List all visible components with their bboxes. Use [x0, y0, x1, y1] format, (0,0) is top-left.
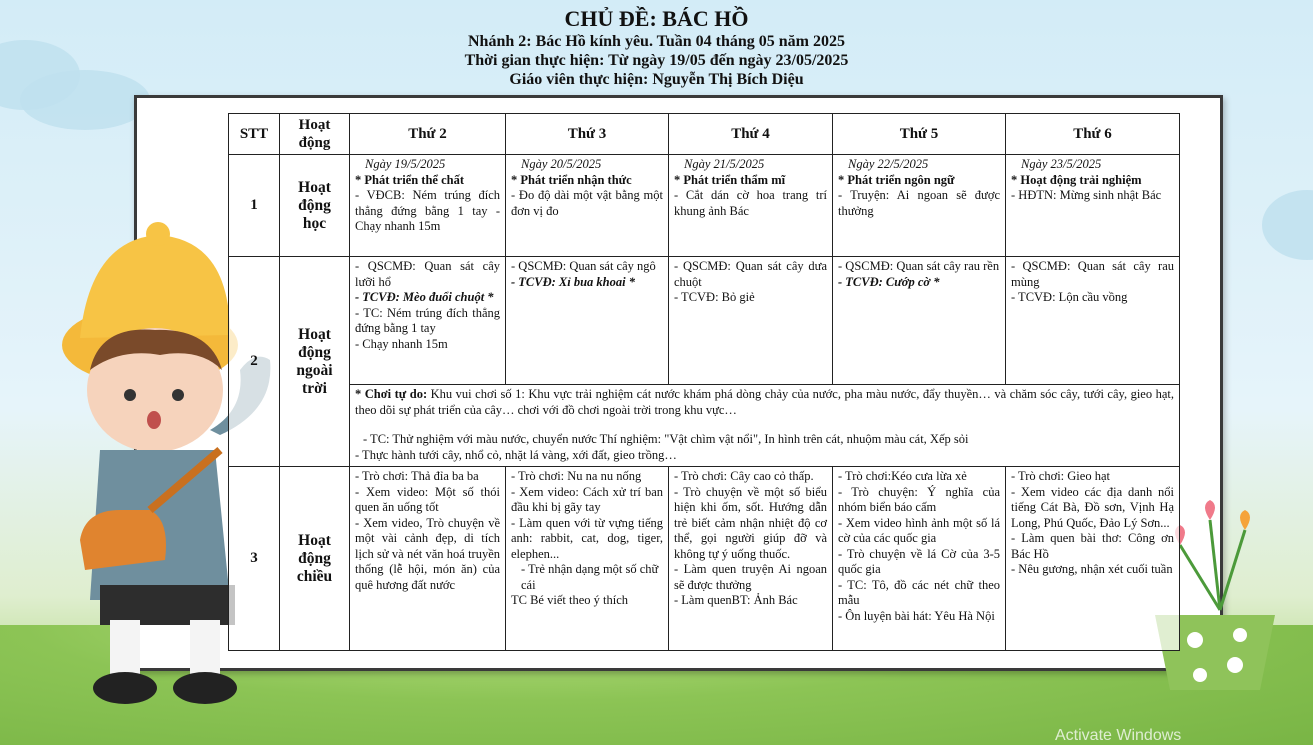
outdoor-game: - TCVĐ: Xỉ bua khoai *: [511, 274, 635, 289]
afternoon-item: - Ôn luyện bài hát: Yêu Hà Nội: [838, 608, 995, 623]
afternoon-item: - Làm quen truyện Ai ngoan sẽ được thưởng: [674, 562, 827, 592]
outdoor-game: - TCVĐ: Lộn cầu vồng: [1011, 290, 1128, 304]
cell-thursday: [833, 467, 1006, 651]
cell-friday: [1006, 467, 1180, 651]
time-line: Thời gian thực hiện: Từ ngày 19/05 đến ngày 23/05/2025: [464, 52, 849, 69]
outdoor-tc: - TC: Ném trúng đích thẳng đứng bằng 1 tay: [355, 305, 500, 335]
free-play-tc: - TC: Thử nghiệm với màu nước, chuyển nước Thí nghiệm: "Vật chìm vật nổi", In hình trên cát, nhuộm màu cát, Xếp sỏi: [363, 432, 969, 446]
afternoon-item: - Trò chơi: Nu na nu nống: [511, 469, 642, 483]
lesson-date: Ngày 20/5/2025: [521, 157, 602, 171]
lesson-content: - Đo độ dài một vật bằng một đơn vị đo: [511, 188, 663, 218]
cell-wednesday: [669, 257, 833, 385]
outdoor-game: - TCVĐ: Cướp cờ *: [838, 274, 940, 289]
lesson-subject: * Hoạt động trải nghiệm: [1011, 172, 1142, 187]
free-play-intro: [355, 387, 1174, 418]
outdoor-game: - TCVĐ: Bỏ giẻ: [674, 290, 755, 304]
header-stt: STT: [229, 114, 280, 155]
cell-free-play: [350, 385, 1180, 467]
afternoon-item: - Trò chơi: Gieo hạt: [1011, 469, 1110, 483]
afternoon-item: - Xem video: Một số thói quen ăn uống tốt: [355, 484, 500, 514]
afternoon-item: - Trò chuyện về một số biểu hiện khi ốm, sốt. Hướng dẫn trẻ biết cảm nhận nhiệt độ cơ thể, gọi người giúp đỡ và không tự ý uống thuốc.: [674, 484, 827, 561]
free-play-practice: - Thực hành tưới cây, nhổ cỏ, nhặt lá vàng, xới đất, gieo trồng…: [355, 447, 677, 462]
cell-tuesday: [506, 155, 669, 257]
header-tuesday: Thứ 3: [506, 114, 669, 155]
cell-thursday: [833, 155, 1006, 257]
activity-name: Hoạt động ngoài trời: [280, 257, 350, 467]
cell-tuesday: [506, 257, 669, 385]
afternoon-item: TC Bé viết theo ý thích: [511, 593, 628, 607]
afternoon-item: - Xem video: Cách xử trí ban đầu khi bị gãy tay: [511, 484, 663, 514]
outdoor-game: - TCVĐ: Mèo đuổi chuột *: [355, 290, 494, 304]
header-friday: Thứ 6: [1006, 114, 1180, 155]
afternoon-item: - Trò chơi: Cây cao cỏ thấp.: [674, 469, 814, 483]
afternoon-item: - Trò chơi:Kéo cưa lừa xẻ: [838, 469, 967, 483]
lesson-subject: * Phát triển thẩm mĩ: [674, 172, 786, 187]
lesson-content: - Truyện: Ai ngoan sẽ được thưởng: [838, 188, 1000, 218]
free-play-text: Khu vui chơi số 1: Khu vực trải nghiệm cát nước khám phá dòng chảy của nước, pha màu nước, đẩy thuyền… và chăm sóc cây, tưới cây, gieo hạt, theo dõi sự phát triển của cây… chơi với đồ chơi ngoài trời trong khu vực…: [355, 387, 1174, 417]
table-row: [229, 257, 1180, 385]
page-title: CHỦ ĐỀ: BÁC HỒ: [564, 6, 749, 31]
table-header-row: [229, 114, 1180, 155]
header-activity: Hoạt động: [280, 114, 350, 155]
free-play-label: * Chơi tự do:: [355, 387, 428, 401]
outdoor-run: - Chạy nhanh 15m: [355, 336, 448, 351]
row-number: 1: [229, 155, 280, 257]
outdoor-observe: - QSCMĐ: Quan sát cây lưỡi hổ: [355, 259, 500, 289]
header-wednesday: Thứ 4: [669, 114, 833, 155]
cell-wednesday: [669, 155, 833, 257]
activity-name: Hoạt động học: [280, 155, 350, 257]
lesson-date: Ngày 23/5/2025: [1021, 157, 1102, 171]
lesson-date: Ngày 21/5/2025: [684, 157, 765, 171]
afternoon-item: - Xem video hình ảnh một số lá cờ của các quốc gia: [838, 515, 1000, 545]
activate-windows-watermark: Activate Windows: [1055, 727, 1182, 744]
page-header: [0, 6, 1313, 89]
lesson-plan-table: [228, 113, 1180, 651]
cell-tuesday: [506, 467, 669, 651]
table-row: [229, 467, 1180, 651]
branch-line: Nhánh 2: Bác Hồ kính yêu. Tuần 04 tháng 05 năm 2025: [468, 33, 845, 50]
outdoor-observe: - QSCMĐ: Quan sát cây rau mùng: [1011, 259, 1174, 289]
activity-name: Hoạt động chiều: [280, 467, 350, 651]
afternoon-item: - Làm quen với từ vựng tiếng anh: rabbit, cat, dog, tiger, elephen...: [511, 515, 663, 561]
header-monday: Thứ 2: [350, 114, 506, 155]
cell-wednesday: [669, 467, 833, 651]
lesson-date: Ngày 22/5/2025: [848, 157, 929, 171]
cell-monday: [350, 467, 506, 651]
cell-friday: [1006, 257, 1180, 385]
row-number: 3: [229, 467, 280, 651]
outdoor-observe: - QSCMĐ: Quan sát cây rau rền: [838, 259, 1000, 273]
afternoon-item: - Xem video, Trò chuyện về một vài cảnh đẹp, di tích lịch sử và nét văn hoá truyền thống (lễ hội, món ăn) của quê hương đất nước: [355, 515, 500, 592]
header-thursday: Thứ 5: [833, 114, 1006, 155]
cloud-right: [1262, 190, 1313, 260]
outdoor-observe: - QSCMĐ: Quan sát cây ngô: [511, 259, 656, 273]
afternoon-item: - Trò chơi: Thả đỉa ba ba: [355, 469, 479, 483]
cell-friday: [1006, 155, 1180, 257]
outdoor-observe: - QSCMĐ: Quan sát cây dưa chuột: [674, 259, 827, 289]
afternoon-item: - Nêu gương, nhận xét cuối tuần: [1011, 562, 1173, 576]
teacher-line: Giáo viên thực hiện: Nguyễn Thị Bích Diệu: [509, 71, 804, 88]
afternoon-item: - Làm quenBT: Ảnh Bác: [674, 593, 798, 607]
table-row: [229, 155, 1180, 257]
afternoon-item: - Xem video các địa danh nổi tiếng Cát Bà, Đồ sơn, Vịnh Hạ Long, Phú Quốc, Đảo Lý Sơn...: [1011, 484, 1174, 530]
lesson-content: - VĐCB: Ném trúng đích thẳng đứng bằng 1 tay - Chạy nhanh 15m: [355, 188, 500, 233]
lesson-content: - HĐTN: Mừng sinh nhật Bác: [1011, 188, 1162, 202]
afternoon-item: - Trò chuyện về lá Cờ của 3-5 quốc gia: [838, 546, 1000, 576]
lesson-subject: * Phát triển thể chất: [355, 172, 465, 187]
lesson-content: - Cắt dán cờ hoa trang trí khung ảnh Bác: [674, 188, 827, 218]
cell-monday: [350, 155, 506, 257]
afternoon-item: - Làm quen bài thơ: Công ơn Bác Hồ: [1011, 531, 1174, 561]
lesson-subject: * Phát triển ngôn ngữ: [838, 172, 955, 187]
afternoon-item: - TC: Tô, đồ các nét chữ theo mẫu: [838, 577, 1000, 607]
lesson-date: Ngày 19/5/2025: [365, 157, 446, 171]
lesson-subject: * Phát triển nhận thức: [511, 172, 632, 187]
cell-thursday: [833, 257, 1006, 385]
afternoon-item: - Trẻ nhận dạng một số chữ cái: [521, 562, 659, 592]
afternoon-item: - Trò chuyện: Ý nghĩa của nhóm biển báo cấm: [838, 484, 1000, 514]
row-number: 2: [229, 257, 280, 467]
table-row-free-play: [229, 385, 1180, 467]
cell-monday: [350, 257, 506, 385]
